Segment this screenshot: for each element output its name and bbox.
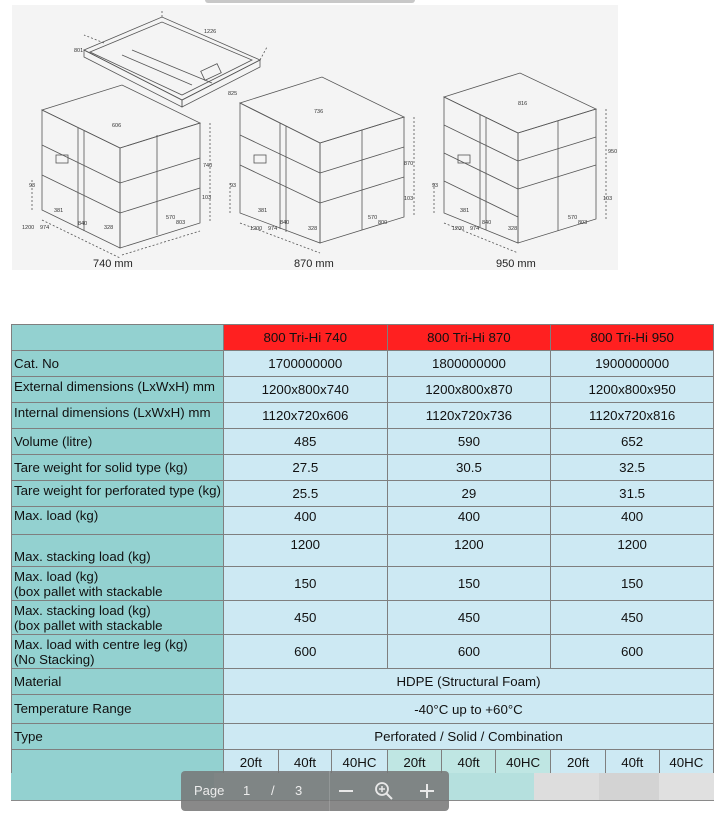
table-row [12,429,714,455]
box3-dim: 93 [432,183,439,189]
box1-dim: 1200 [22,225,35,231]
cell: 30.5 [387,455,551,481]
page-separator: / [271,783,275,798]
zoom-out-button[interactable] [331,771,361,811]
temperature-value: -40°C up to +60°C [223,695,713,724]
lid-drawing [84,10,267,107]
container-cell: 20ft [551,750,606,776]
cell: 590 [387,429,551,455]
material-value: HDPE (Structural Foam) [223,669,713,695]
row-label: Cat. No [12,351,224,377]
row-label: Max. stacking load (kg) [12,535,224,567]
cell: 1700000000 [223,351,387,377]
box2-dim: 974 [268,226,278,232]
product-header: 800 Tri-Hi 740 [223,325,387,351]
cell: 400 [387,507,551,535]
cell: 1200 [223,535,387,567]
cell: 29 [387,481,551,507]
box3-dim: 381 [460,208,470,214]
zoom-reset-button[interactable] [366,771,402,811]
box3-dim: 328 [508,226,518,232]
table-row [12,724,714,750]
row-label: Max. load with centre leg (kg) [14,636,188,652]
box3-dim: 103 [603,196,613,202]
row-label-sub: (box pallet with stackable [14,617,163,633]
technical-drawing [12,5,618,270]
container-cell: 40HC [659,750,713,776]
container-cell: 40HC [496,750,551,776]
box3-dim: 816 [518,101,528,107]
current-page-input[interactable]: 1 [243,783,251,798]
cell: 25.5 [223,481,387,507]
box1-dim: 803 [176,220,186,226]
box1-dim: 328 [104,225,114,231]
top-scroll-indicator [205,0,415,3]
header-row [12,325,714,351]
box3-dim: 950 [608,149,618,155]
cell: 1200x800x740 [223,377,387,403]
cell: 31.5 [551,481,714,507]
row-label: Internal dimensions (LxWxH) mm [14,405,211,420]
box-pallet-drawings [12,5,618,270]
cell: 652 [551,429,714,455]
table-row [12,377,714,403]
cell: 150 [387,567,551,601]
spec-table [11,324,714,776]
row-label: Tare weight for perforated type (kg) [14,483,221,498]
cell: 1800000000 [387,351,551,377]
cell: 485 [223,429,387,455]
cell: 400 [223,507,387,535]
table-row [12,567,714,601]
row-label: Tare weight for solid type (kg) [12,455,224,481]
caption-740: 740 mm [93,258,133,270]
cell: 600 [223,635,387,669]
header-blank [12,325,224,351]
row-label: Max. load (kg) [12,507,224,535]
box2-dim: 1200 [250,226,263,232]
cell: 450 [387,601,551,635]
table-row [12,403,714,429]
cell: 1200 [387,535,551,567]
lid-dim: 825 [228,91,238,97]
lid-dim: 1226 [204,29,217,35]
cell: 1900000000 [551,351,714,377]
zoom-in-button[interactable] [411,771,443,811]
row-label: Max. load (kg) [14,568,99,584]
row-label-sub: (No Stacking) [14,651,95,667]
box1-dim: 840 [78,221,88,227]
lid-dim: 801 [74,48,84,54]
table-row [12,669,714,695]
box1-dim: 93 [29,183,36,189]
container-cell: 40HC [332,750,387,776]
cell: 32.5 [551,455,714,481]
container-cell: 20ft [223,750,278,776]
cell: 150 [223,567,387,601]
table-row [12,635,714,669]
cell: 400 [551,507,714,535]
box1-dim: 740 [203,163,213,169]
box3-dim: 974 [470,226,480,232]
cell: 150 [551,567,714,601]
row-label: Temperature Range [12,695,224,724]
cell: 1120x720x736 [387,403,551,429]
cell: 1120x720x606 [223,403,387,429]
box2-dim: 328 [308,226,318,232]
row-label: External dimensions (LxWxH) mm [14,379,215,394]
table-row [12,455,714,481]
box2-dim: 840 [280,220,290,226]
box2-dim: 800 [378,220,388,226]
container-cell: 40ft [442,750,496,776]
cell: 27.5 [223,455,387,481]
box1-dim: 381 [54,208,64,214]
table-row [12,535,714,567]
box2-dim: 103 [404,196,414,202]
row-label: Type [12,724,224,750]
box3-dim: 803 [578,220,588,226]
row-label: Material [12,669,224,695]
box3-dim: 1200 [452,226,465,232]
box1-dim: 606 [112,123,122,129]
cell: 1200 [551,535,714,567]
table-row [12,601,714,635]
container-cell: 20ft [387,750,442,776]
box2-dim: 736 [314,109,324,115]
caption-870: 870 mm [294,258,334,270]
total-pages: 3 [295,783,303,798]
table-row [12,695,714,724]
pdf-page-toolbar [181,771,449,811]
cell: 450 [223,601,387,635]
cell: 1120x720x816 [551,403,714,429]
box2-dim: 870 [404,161,414,167]
table-row [12,507,714,535]
cell: 600 [387,635,551,669]
toolbar-divider [329,771,330,811]
cell: 450 [551,601,714,635]
box1-dim: 103 [202,195,212,201]
box-740-drawing [32,85,213,258]
cell: 1200x800x950 [551,377,714,403]
row-label-sub: (box pallet with stackable [14,583,163,599]
box1-dim: 570 [166,215,176,221]
type-value: Perforated / Solid / Combination [223,724,713,750]
container-cell: 40ft [605,750,659,776]
minus-icon [339,790,353,792]
product-header: 800 Tri-Hi 870 [387,325,551,351]
box2-dim: 381 [258,208,268,214]
table-row [12,351,714,377]
caption-950: 950 mm [496,258,536,270]
box3-dim: 840 [482,220,492,226]
box1-dim: 974 [40,225,50,231]
cell: 600 [551,635,714,669]
box2-dim: 570 [368,215,378,221]
box2-dim: 93 [230,183,237,189]
table-row [12,481,714,507]
product-header: 800 Tri-Hi 950 [551,325,714,351]
cell: 1200x800x870 [387,377,551,403]
box3-dim: 570 [568,215,578,221]
row-label: Max. stacking load (kg) [14,602,151,618]
row-label: Volume (litre) [12,429,224,455]
container-cell: 40ft [278,750,332,776]
magnifier-icon [374,781,394,801]
page-label: Page [194,783,225,798]
